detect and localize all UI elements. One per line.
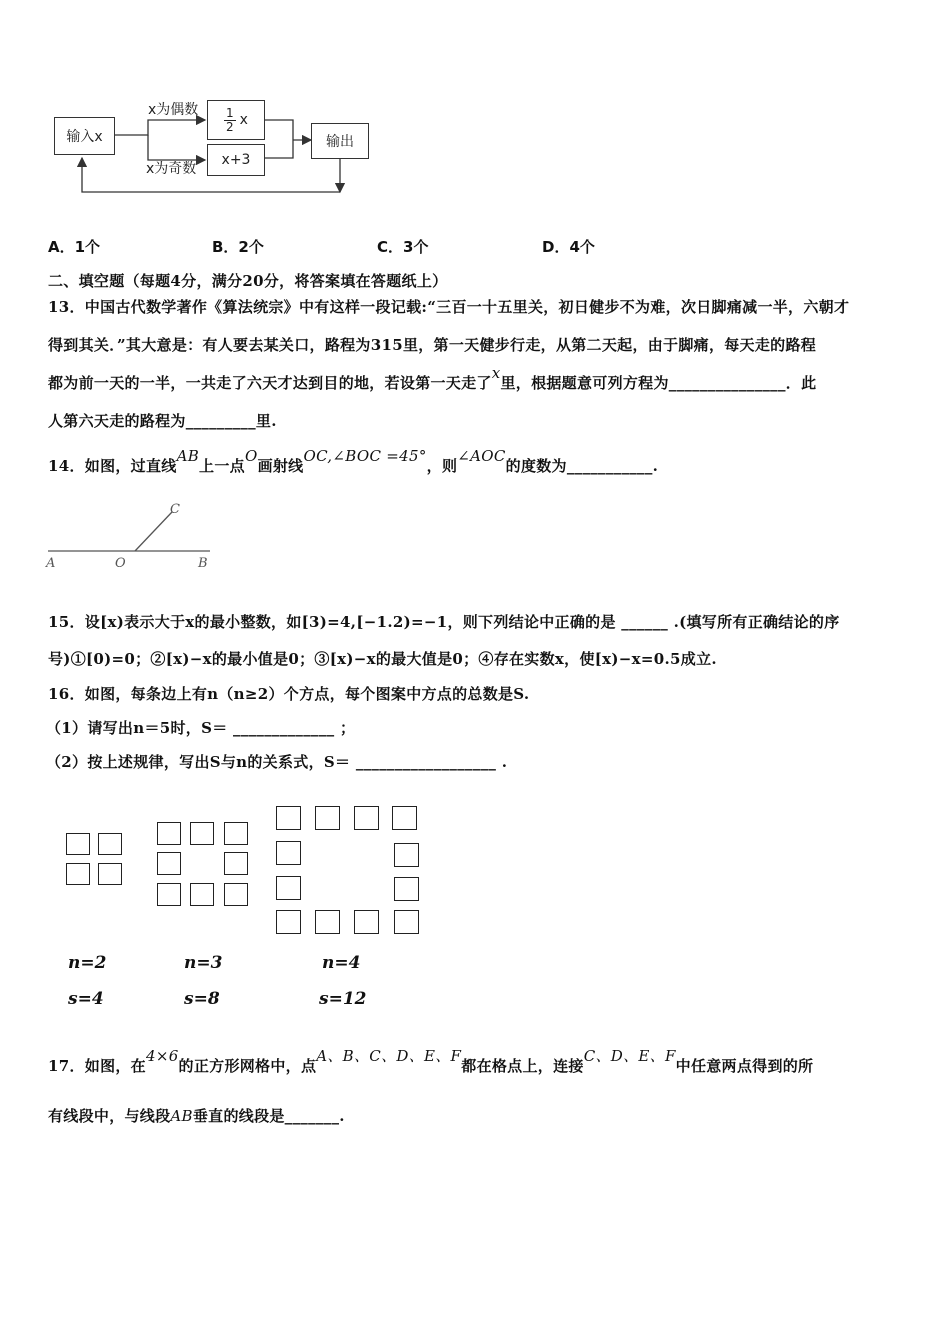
q17-points-cdef: C、D、E、F <box>583 1047 676 1065</box>
q15-line-2: 号)①[0)=0；②[x)−x的最小值是0；③[x)−x的最大值是0；④存在实数x，使[x)−x=0.5成立. <box>48 650 717 668</box>
label-s8: s=8 <box>184 989 220 1009</box>
q17-grid-size: 4×6 <box>145 1047 179 1065</box>
q17-part-d: 中任意两点得到的所 <box>675 1057 814 1075</box>
label-n2: n=2 <box>68 953 107 973</box>
half-numerator: 1 <box>226 105 234 120</box>
flowchart-input-box <box>54 117 115 155</box>
q14-label-o: O <box>115 556 126 571</box>
q13-line-3a: 都为前一天的一半，一共走了六天才达到目的地，若设第一天走了 <box>48 374 492 392</box>
q17-part-b: 的正方形网格中，点 <box>178 1057 317 1075</box>
dot-square <box>66 863 90 885</box>
dot-square <box>354 806 379 830</box>
dot-square <box>315 806 340 830</box>
even-condition-label: x为偶数 <box>148 102 199 118</box>
q13-line-3 <box>48 364 817 393</box>
half-denominator: 2 <box>226 119 234 134</box>
dot-square <box>276 910 301 934</box>
dot-square <box>190 883 214 906</box>
q14-part-e: 的度数为___________. <box>505 457 659 475</box>
dot-square <box>98 863 122 885</box>
odd-condition-label: x为奇数 <box>146 161 197 177</box>
flowchart-input-label: 输入x <box>66 129 103 145</box>
dot-square <box>394 910 419 934</box>
q16-line-2: （1）请写出n＝5时，S＝ _____________ ； <box>46 719 356 737</box>
q14-part-d: ，则 <box>426 457 458 475</box>
q13-variable-x: x <box>491 364 501 382</box>
dot-square <box>157 883 181 906</box>
dot-square <box>157 852 181 875</box>
q15-line-1: 15．设[x)表示大于x的最小整数，如[3)=4,[−1.2)=−1，则下列结论中正确的是 ______ .(填写所有正确结论的序 <box>48 613 840 631</box>
half-x-box <box>207 100 265 140</box>
flowchart-output-box <box>311 123 369 159</box>
dot-square <box>315 910 340 934</box>
dot-square <box>224 883 248 906</box>
q14-label-a: A <box>46 556 56 571</box>
label-s12: s=12 <box>319 989 367 1009</box>
q16-line-1: 16．如图，每条边上有n（n≥2）个方点，每个图案中方点的总数是S. <box>48 685 530 703</box>
q17-segment-ab: AB <box>170 1107 193 1125</box>
q13-line-1: 13．中国古代数学著作《算法统宗》中有这样一段记载:“三百一十五里关，初日健步不为难，次日脚痛减一半，六朝才 <box>48 298 850 316</box>
label-n4: n=4 <box>322 953 361 973</box>
flowchart-output-label: 输出 <box>326 134 354 150</box>
q14-angle-aoc: ∠AOC <box>457 447 506 465</box>
q14-part-b: 上一点 <box>199 457 245 475</box>
q17-line-2a: 有线段中，与线段 <box>48 1107 171 1125</box>
half-variable: x <box>239 112 248 128</box>
option-c: C．3个 <box>377 238 429 256</box>
q17-part-a: 17．如图，在 <box>48 1057 146 1075</box>
q14-label-c: C <box>170 502 180 517</box>
option-b: B．2个 <box>212 238 264 256</box>
q14-label-b: B <box>198 556 208 571</box>
option-d: D．4个 <box>542 238 595 256</box>
plus-three-label: x+3 <box>221 152 251 168</box>
q17-line-2b: 垂直的线段是_______. <box>192 1107 345 1125</box>
q13-line-2: 得到其关．”其大意是：有人要去某关口，路程为315里，第一天健步行走，从第二天起，由于脚痛，每天走的路程 <box>48 336 817 354</box>
label-s4: s=4 <box>68 989 104 1009</box>
dot-square <box>224 852 248 875</box>
q17-line-1 <box>48 1047 814 1076</box>
section-title: 二、填空题（每题4分，满分20分，将答案填在答题纸上） <box>48 272 448 290</box>
dot-square <box>224 822 248 845</box>
half-fraction <box>224 107 236 134</box>
dot-square <box>354 910 379 934</box>
q14-text <box>48 447 659 476</box>
dot-square <box>66 833 90 855</box>
dot-square <box>394 877 419 901</box>
dot-square <box>276 876 301 900</box>
dot-square <box>157 822 181 845</box>
dot-square <box>394 843 419 867</box>
dot-square <box>392 806 417 830</box>
q13-line-4: 人第六天走的路程为_________里. <box>48 412 277 430</box>
q14-part-a: 14．如图，过直线 <box>48 457 177 475</box>
option-a: A．1个 <box>48 238 101 256</box>
q16-line-3: （2）按上述规律，写出S与n的关系式，S＝ __________________ . <box>46 753 508 771</box>
dot-square <box>98 833 122 855</box>
dot-square <box>276 806 301 830</box>
q13-line-3b: 里，根据题意可列方程为_______________．此 <box>500 374 817 392</box>
q14-line-ab: AB <box>176 447 200 465</box>
q17-line-2 <box>48 1105 345 1126</box>
q14-condition: OC,∠BOC =45° <box>303 447 427 465</box>
q14-part-c: 画射线 <box>257 457 304 475</box>
q17-part-c: 都在格点上，连接 <box>461 1057 584 1075</box>
plus-three-box <box>207 144 265 176</box>
dot-square <box>276 841 301 865</box>
dot-square <box>190 822 214 845</box>
q17-points: A、B、C、D、E、F <box>316 1047 462 1065</box>
q14-point-o: O <box>244 447 258 465</box>
label-n3: n=3 <box>184 953 223 973</box>
